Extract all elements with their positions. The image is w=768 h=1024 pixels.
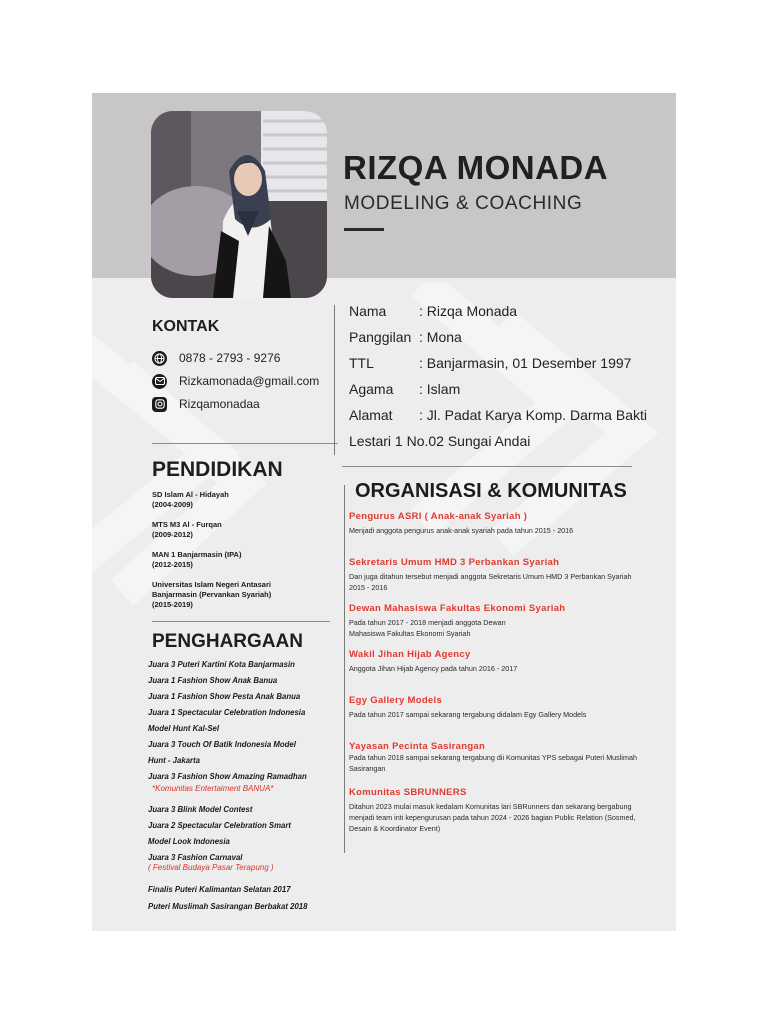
bio-row-name	[349, 303, 669, 329]
bio-label: TTL	[349, 355, 374, 371]
education-school: Universitas Islam Negeri Antasari	[152, 580, 271, 589]
award-item: Juara 1 Fashion Show Anak Banua	[148, 676, 278, 685]
bio-label: Nama	[349, 303, 387, 319]
award-item: Model Look Indonesia	[148, 837, 230, 846]
org-desc: Anggota Jihan Hijab Agency pada tahun 2016 - 2017	[349, 664, 518, 673]
bio-address-continued: Lestari 1 No.02 Sungai Andai	[349, 433, 531, 449]
org-title: Pengurus ASRI ( Anak-anak Syariah )	[349, 511, 528, 522]
org-item	[349, 511, 669, 536]
award-item: Puteri Muslimah Sasirangan Berbakat 2018	[148, 902, 308, 911]
org-item	[349, 695, 669, 720]
contact-phone-text: 0878 - 2793 - 9276	[179, 351, 281, 365]
contact-email-text: Rizkamonada@gmail.com	[179, 374, 320, 388]
awards-heading: PENGHARGAAN	[152, 631, 303, 652]
education-years: (2004-2009)	[152, 500, 193, 509]
org-item	[349, 557, 669, 593]
education-item	[152, 520, 342, 540]
bio-row-nickname	[349, 329, 669, 355]
contact-phone	[152, 349, 280, 367]
contact-divider	[152, 443, 338, 444]
education-list	[152, 490, 342, 620]
bio-value: : Rizqa Monada	[419, 303, 518, 319]
education-school-cont: Banjarmasin (Pervankan Syariah)	[152, 590, 272, 599]
contact-heading: KONTAK	[152, 318, 220, 335]
bio-label: Panggilan	[349, 329, 412, 345]
mail-icon	[152, 374, 167, 389]
org-title: Sekretaris Umum HMD 3 Perbankan Syariah	[349, 557, 560, 568]
org-desc: Pada tahun 2018 sampai sekarang tergabung dii Komunitas YPS sebagai Puteri Muslimah Sasirangan	[349, 753, 637, 773]
bio-divider	[342, 466, 632, 467]
award-item: Model Hunt Kal-Sel	[148, 724, 220, 733]
bio-label: Alamat	[349, 407, 393, 423]
org-title: Egy Gallery Models	[349, 695, 443, 706]
bio-value: : Islam	[419, 381, 461, 397]
education-years: (2009-2012)	[152, 530, 193, 539]
education-years: (2015-2019)	[152, 600, 193, 609]
education-school: MAN 1 Banjarmasin (IPA)	[152, 550, 242, 559]
org-title: Wakil Jihan Hijab Agency	[349, 649, 471, 660]
award-item: Juara 3 Fashion Carnaval	[148, 853, 243, 862]
org-item	[349, 787, 669, 834]
bio-value: : Banjarmasin, 01 Desember 1997	[419, 355, 632, 371]
organizations-heading: ORGANISASI & KOMUNITAS	[355, 480, 627, 502]
education-item	[152, 490, 342, 510]
candidate-name: RIZQA MONADA	[343, 149, 609, 186]
contact-instagram-text: Rizqamonadaa	[179, 397, 260, 411]
profile-photo	[151, 111, 327, 298]
education-school: SD Islam Al - Hidayah	[152, 490, 229, 499]
award-item: Juara 3 Blink Model Contest	[148, 805, 253, 814]
bio-value: : Jl. Padat Karya Komp. Darma Bakti	[419, 407, 647, 423]
award-note: *Komunitas Entertaiment BANUA*	[152, 784, 274, 793]
education-school: MTS M3 Al - Furqan	[152, 520, 222, 529]
personal-details	[349, 303, 669, 459]
award-item: Juara 1 Fashion Show Pesta Anak Banua	[148, 692, 301, 701]
org-item	[349, 649, 669, 674]
org-title: Yayasan Pecinta Sasirangan	[349, 741, 486, 752]
award-item: Juara 3 Touch Of Batik Indonesia Model	[148, 740, 296, 749]
award-item: Finalis Puteri Kalimantan Selatan 2017	[148, 885, 291, 894]
org-item	[349, 603, 669, 639]
org-desc: Ditahun 2023 mulai masuk kedalam Komunitas lari SBRunners dan sekarang bergabung menjadi team inti kepengurusan pada tahun 2024 - 2026 bagian Public Relation (Sosmed, Desain & Koordinator Event)	[349, 802, 636, 833]
bio-row-address	[349, 407, 669, 433]
bio-value: : Mona	[419, 329, 462, 345]
education-divider	[152, 621, 330, 622]
bio-row-religion	[349, 381, 669, 407]
education-item	[152, 580, 342, 610]
bio-vertical-divider	[334, 305, 335, 455]
education-item	[152, 550, 342, 570]
resume-sheet	[92, 93, 676, 931]
org-desc: Dan juga ditahun tersebut menjadi anggota Sekretaris Umum HMD 3 Perbankan Syariah 2015 - 2016	[349, 572, 632, 592]
org-desc: Pada tahun 2017 sampai sekarang tergabung didalam Egy Gallery Models	[349, 710, 587, 719]
award-item: Juara 1 Spectacular Celebration Indonesia	[148, 708, 306, 717]
globe-icon	[152, 351, 167, 366]
org-vertical-divider	[344, 485, 345, 853]
bio-label: Agama	[349, 381, 394, 397]
bio-row-address-continued	[349, 433, 669, 459]
award-item: Juara 3 Puteri Kartini Kota Banjarmasin	[148, 660, 295, 669]
education-heading: PENDIDIKAN	[152, 458, 283, 481]
title-underline	[344, 228, 384, 231]
org-desc: Menjadi anggota pengurus anak-anak syariah pada tahun 2015 - 2016	[349, 526, 574, 535]
bio-row-birth	[349, 355, 669, 381]
org-title: Komunitas SBRUNNERS	[349, 787, 467, 798]
education-years: (2012-2015)	[152, 560, 193, 569]
org-item	[349, 741, 669, 774]
contact-instagram	[152, 395, 260, 413]
candidate-subtitle: MODELING & COACHING	[344, 193, 583, 214]
org-desc: Pada tahun 2017 - 2018 menjadi anggota Dewan Mahasiswa Fakultas Ekonomi Syariah	[349, 618, 506, 638]
org-title: Dewan Mahasiswa Fakultas Ekonomi Syariah	[349, 603, 566, 614]
award-item: Juara 2 Spectacular Celebration Smart	[148, 821, 292, 830]
award-note: ( Festival Budaya Pasar Terapung )	[148, 863, 274, 872]
award-item: Juara 3 Fashion Show Amazing Ramadhan	[148, 772, 307, 781]
award-item: Hunt - Jakarta	[148, 756, 200, 765]
instagram-icon	[152, 397, 167, 412]
contact-email	[152, 372, 319, 390]
